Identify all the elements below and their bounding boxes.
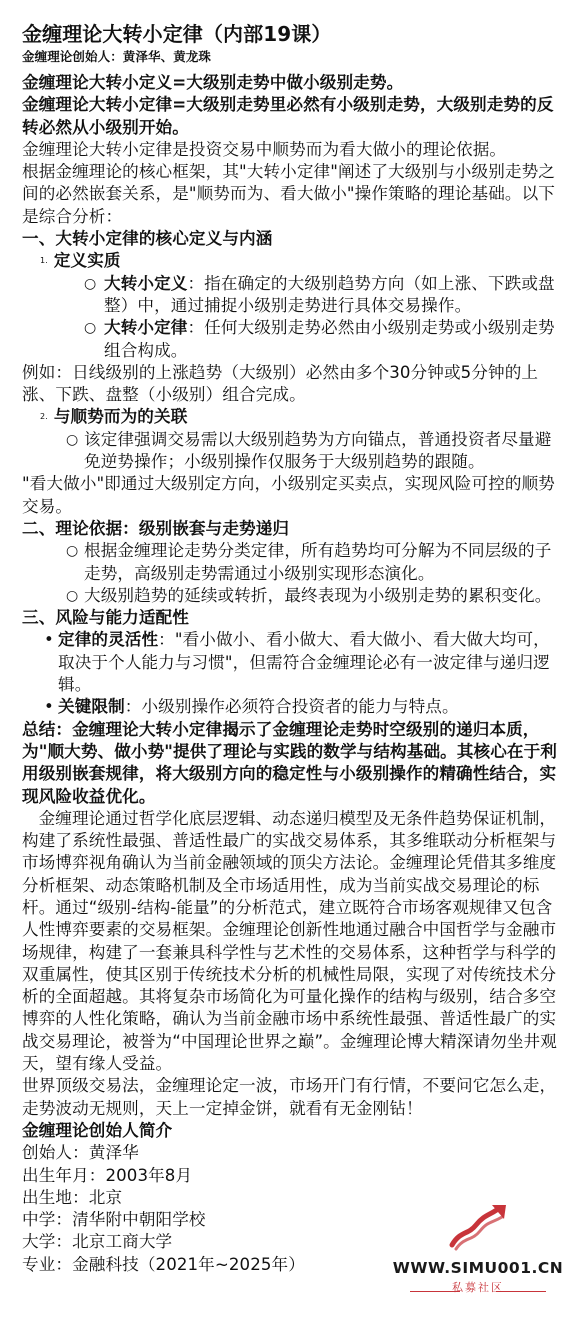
- list-item: [22, 696, 562, 718]
- bio-heading: 金缠理论创始人简介: [22, 1120, 173, 1140]
- list-item: [22, 629, 562, 696]
- section-3-heading: 三、风险与能力适配性: [22, 608, 189, 628]
- list-item: [22, 540, 562, 585]
- section-1-note: "看大做小"即通过大级别定方向，小级别定买卖点，实现风险可控的顺势交易。: [22, 474, 555, 516]
- section-1-heading: 一、大转小定律的核心定义与内涵: [22, 229, 273, 249]
- circle-bullet-icon: ○: [84, 275, 97, 292]
- intro-paragraph-2: 根据金缠理论的核心框架，其"大转小定律"阐述了大级别与小级别走势之间的必然嵌套关系，是"顺势而为、看大做小"操作策略的理论基础。以下是综合分析：: [22, 162, 555, 226]
- list-item-text: 该定律强调交易需以大级别趋势为方向锚点，普通投资者尽量避免逆势操作；小级别操作仅服务于大级别趋势的跟随。: [84, 429, 552, 472]
- circle-bullet-icon: ○: [66, 587, 79, 604]
- section-2-heading: 二、理论依据：级别嵌套与走势递归: [22, 518, 290, 538]
- document-title: 金缠理论大转小定律（内部19课）: [22, 22, 332, 46]
- list-item: [22, 317, 562, 362]
- list-item-text: ：指在确定的大级别趋势方向（如上涨、下跌或盘整）中，通过捕捉小级别走势进行具体交易操作。: [104, 273, 555, 315]
- bio-line: 专业：金融科技（2021年~2025年）: [22, 1254, 305, 1274]
- summary-paragraph-1: 金缠理论通过哲学化底层逻辑、动态递归模型及无条件趋势保证机制，构建了系统性最强、普适性最广的实战交易体系，其多维联动分析框架与市场博弈视角确认为当前金融领域的顶尖方法论。金缠理论凭借其多维度分析框架、动态策略机制及全市场适用性，成为当前实战交易理论的标杆。通过“级别-结构-能量”的分析范式，建立既符合市场客观规律又包含人性博弈要素的交易框架。金缠理论创新性地通过融合中国哲学与金融市场规律，构建了一套兼具科学性与艺术性的交易体系，这种哲学与科学的双重属性，使其区别于传统技术分析的机械性局限，实现了对传统技术分析的全面超越。其将复杂市场简化为可量化操作的结构与级别，结合多空博弈的人性化策略，确认为当前金融市场中系统性最强、普适性最广的实战交易理论，被誉为“中国理论世界之巅”。金缠理论博大精深请勿坐井观天，望有缘人受益。: [22, 808, 557, 1074]
- list-item-term: 大转小定律: [104, 318, 188, 338]
- site-watermark: [388, 1201, 568, 1301]
- bio-line: 出生年月：2003年8月: [22, 1165, 193, 1185]
- document-subtitle: 金缠理论创始人：黄泽华、黄龙珠: [22, 49, 212, 64]
- intro-paragraph-1: 金缠理论大转小定律是投资交易中顺势而为看大做小的理论依据。: [22, 139, 507, 159]
- arrow-up-logo-icon: [446, 1201, 510, 1253]
- circle-bullet-icon: ○: [66, 543, 79, 560]
- list-item-text: 大级别趋势的延续或转折，最终表现为小级别走势的累积变化。: [84, 585, 552, 605]
- circle-bullet-icon: ○: [84, 320, 97, 337]
- watermark-url: WWW.SIMU001.CN: [392, 1258, 564, 1277]
- watermark-label: 私募社区: [452, 1280, 504, 1294]
- list-item-term: 大转小定义: [104, 273, 188, 293]
- section-1-example: 例如：日线级别的上涨趋势（大级别）必然由多个30分钟或5分钟的上涨、下跌、盘整（小级别）组合完成。: [22, 362, 539, 405]
- list-item-text: ：任何大级别走势必然由小级别走势或小级别走势组合构成。: [104, 318, 555, 360]
- document-body: [22, 20, 562, 1276]
- subheading-number: 2.: [40, 412, 48, 422]
- list-item-text: 根据金缠理论走势分类定律，所有趋势均可分解为不同层级的子走势，高级别走势需通过小级别实现形态演化。: [84, 541, 552, 583]
- dot-bullet-icon: •: [44, 630, 54, 650]
- list-item: [22, 585, 562, 607]
- subheading-label: 定义实质: [53, 251, 121, 271]
- subheading-number: 1.: [40, 256, 48, 266]
- intro-law: 金缠理论大转小定律=大级别走势里必然有小级别走势，大级别走势的反转必然从小级别开始。: [22, 95, 554, 137]
- list-item-term: 定律的灵活性: [58, 630, 159, 650]
- list-item-text: ：小级别操作必须符合投资者的能力与特点。: [124, 697, 459, 717]
- summary-bold: 总结：金缠理论大转小定律揭示了金缠理论走势时空级别的递归本质，为"顺大势、做小势"提供了理论与实践的数学与结构基础。其核心在于利用级别嵌套规律，将大级别方向的稳定性与小级别操作的精确性结合，实现风险收益优化。: [22, 719, 557, 806]
- intro-definition: 金缠理论大转小定义=大级别走势中做小级别走势。: [22, 73, 404, 92]
- summary-paragraph-2: 世界顶级交易法，金缠理论定一波，市场开门有行情，不要问它怎么走，走势波动无规则，天上一定掉金饼，就看有无金刚钻！: [22, 1076, 557, 1118]
- list-item-term: 关键限制: [58, 697, 125, 717]
- circle-bullet-icon: ○: [66, 431, 79, 448]
- list-item: [22, 273, 562, 318]
- section-1-subheading-2: [22, 406, 562, 428]
- list-item-text: ："看小做小、看小做大、看大做小、看大做大均可，取决于个人能力与习惯"，但需符合金缠理论必有一波定律与递归逻辑。: [58, 630, 550, 695]
- section-1-subheading-1: [22, 250, 562, 272]
- bio-line: 中学：清华附中朝阳学校: [22, 1210, 206, 1230]
- bio-line: 创始人：黄泽华: [22, 1143, 139, 1163]
- list-item: [22, 429, 562, 474]
- bio-line: 大学：北京工商大学: [22, 1232, 173, 1252]
- bio-line: 出生地：北京: [22, 1187, 123, 1207]
- subheading-label: 与顺势而为的关联: [53, 407, 188, 427]
- dot-bullet-icon: •: [44, 697, 54, 717]
